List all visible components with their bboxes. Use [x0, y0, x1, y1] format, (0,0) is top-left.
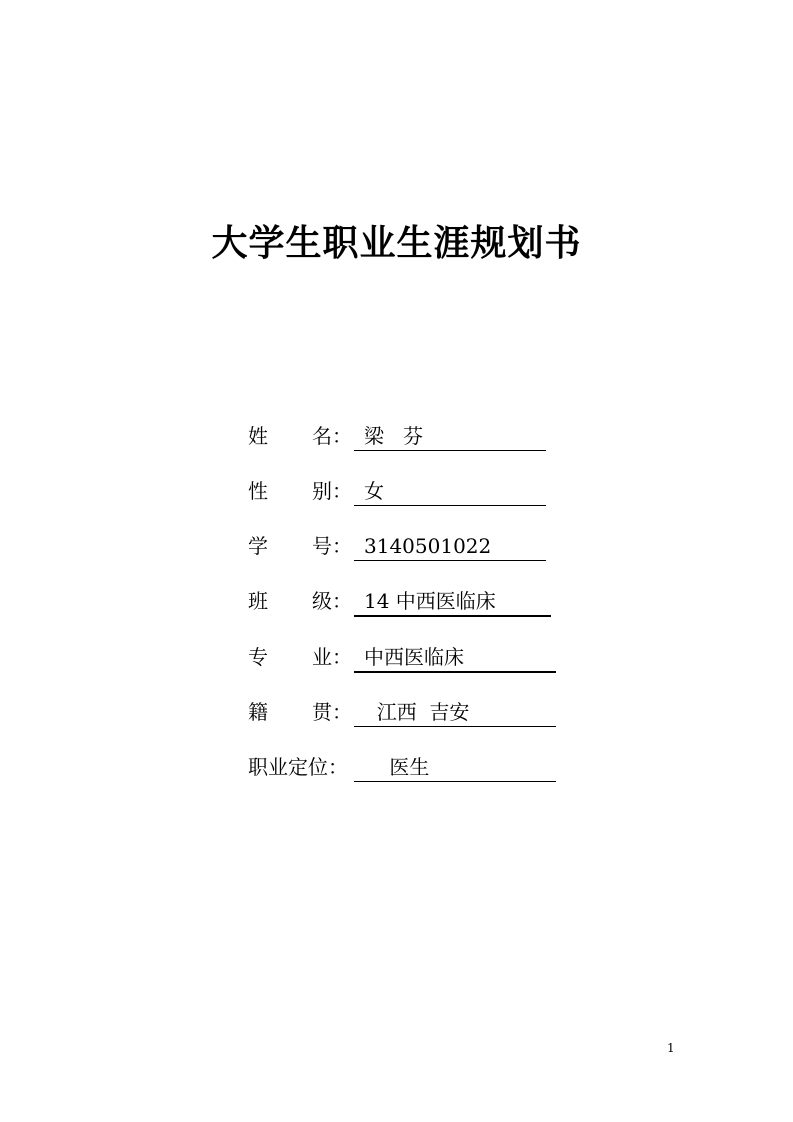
field-name-label-char1: 姓 — [248, 424, 268, 448]
field-gender-label-char2: 别： — [312, 479, 352, 503]
field-name-value: 梁 芬 — [354, 422, 546, 451]
field-student-id-value: 3140501022 — [354, 532, 546, 561]
field-class-label-char1: 班 — [248, 589, 268, 613]
field-class-label-char2: 级： — [312, 589, 352, 613]
field-major-value: 中西医临床 — [354, 643, 556, 673]
field-hometown-value: 江西 吉安 — [354, 698, 556, 727]
field-class-value: 14 中西医临床 — [354, 587, 551, 617]
field-gender-label-char1: 性 — [248, 479, 268, 503]
field-career-value: 医生 — [354, 753, 556, 782]
field-hometown-label-char1: 籍 — [248, 700, 268, 724]
field-gender-value: 女 — [354, 477, 546, 506]
document-title: 大学生职业生涯规划书 — [211, 223, 582, 264]
field-major-label-char2: 业： — [312, 645, 352, 669]
page-number: 1 — [667, 1041, 675, 1055]
field-hometown-label-char2: 贯： — [312, 700, 352, 724]
field-major-label-char1: 专 — [248, 645, 268, 669]
field-career-label: 职业定位： — [248, 755, 348, 779]
field-student-id-label-char1: 学 — [248, 534, 268, 558]
field-name-label-char2: 名： — [312, 424, 352, 448]
field-student-id-label-char2: 号： — [312, 534, 352, 558]
